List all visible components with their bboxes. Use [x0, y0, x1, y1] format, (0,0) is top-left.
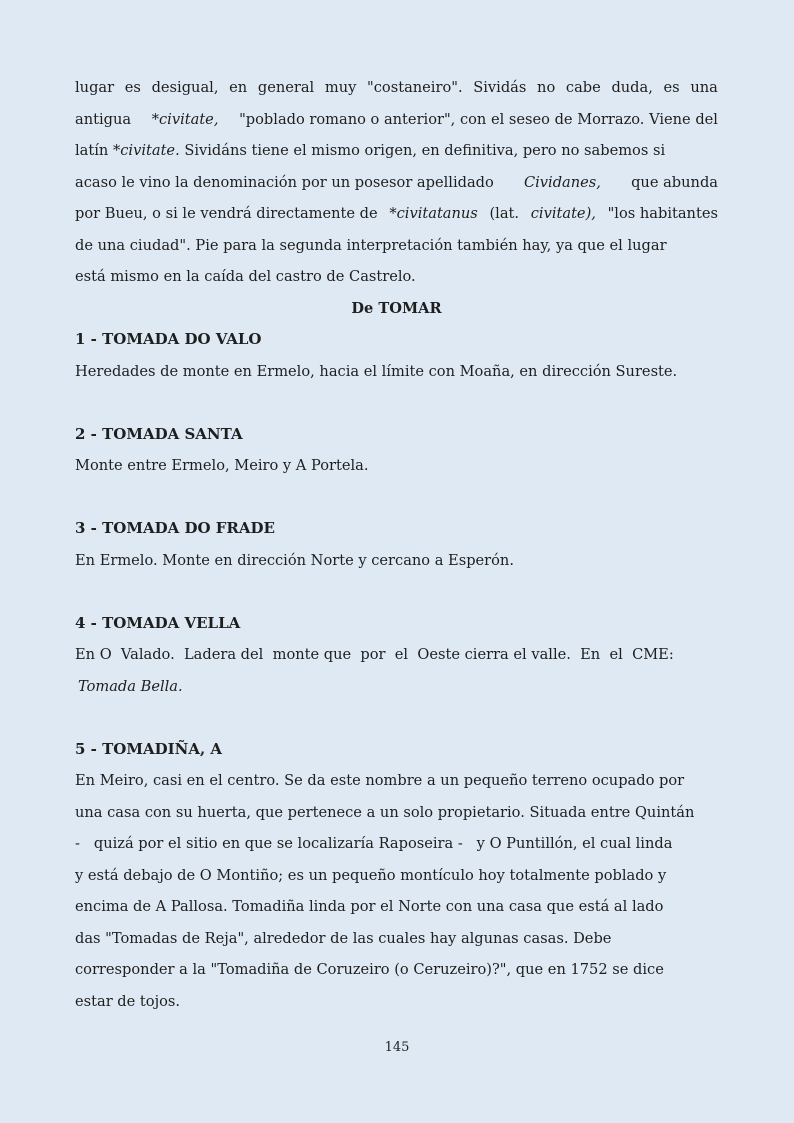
- text-run: antigua: [75, 110, 132, 128]
- word: muy: [324, 79, 357, 96]
- word: en: [229, 79, 248, 96]
- entry-heading: 4 - TOMADA VELLA: [75, 613, 241, 632]
- text-run: "poblado romano o anterior", con el seseo de Morrazo. Viene del: [239, 110, 718, 128]
- text-run: "los habitantes: [607, 205, 718, 222]
- intro-line-3: [75, 135, 718, 167]
- word: es: [124, 79, 141, 96]
- entry-text: y está debajo de O Montiño; es un pequeño montículo hoy totalmente poblado y: [75, 866, 667, 884]
- text-run: (lat.: [489, 205, 520, 222]
- italic-term: civitate),: [530, 205, 596, 222]
- entry-text: das "Tomadas de Reja", alrededor de las cuales hay algunas casas. Debe: [75, 929, 612, 947]
- word: "costaneiro".: [367, 79, 463, 96]
- entry-heading: 2 - TOMADA SANTA: [75, 424, 243, 443]
- entry-text: Heredades de monte en Ermelo, hacia el límite con Moaña, en dirección Sureste.: [75, 362, 678, 380]
- entry-text: corresponder a la "Tomadiña de Coruzeiro (o Ceruzeiro)?", que en 1752 se dice: [75, 961, 664, 978]
- text-run: por Bueu, o si le vendrá directamente de: [75, 205, 378, 222]
- section-title: De TOMAR: [351, 299, 442, 317]
- italic-term: *civitate.: [112, 142, 180, 159]
- entry-text: En Meiro, casi en el centro. Se da este nombre a un pequeño terreno ocupado por: [75, 772, 685, 789]
- entry-text-italic: Tomada Bella.: [78, 677, 183, 695]
- page-number: 145: [384, 1040, 410, 1055]
- word: es: [663, 79, 680, 96]
- entry-text: Monte entre Ermelo, Meiro y A Portela.: [75, 457, 369, 474]
- entry-text: estar de tojos.: [75, 992, 181, 1010]
- entry-text: una casa con su huerta, que pertenece a un solo propietario. Situada entre Quintán: [75, 803, 695, 821]
- italic-term: *civitatanus: [389, 205, 478, 222]
- intro-line-1: [75, 72, 718, 104]
- intro-line-6: de una ciudad". Pie para la segunda interpretación también hay, ya que el lugar: [75, 236, 667, 254]
- italic-term: *civitate,: [151, 110, 219, 128]
- intro-line-5: [75, 198, 718, 230]
- entry-text: encima de A Pallosa. Tomadiña linda por el Norte con una casa que está al lado: [75, 898, 664, 915]
- entry-text: En O Valado. Ladera del monte que por el Oeste cierra el valle. En el CME:: [75, 646, 674, 663]
- word: cabe: [565, 79, 601, 96]
- entry-text: En Ermelo. Monte en dirección Norte y cercano a Esperón.: [75, 551, 514, 569]
- document-page: [75, 72, 718, 1017]
- intro-line-7: está mismo en la caída del castro de Castrelo.: [75, 268, 416, 285]
- word: lugar: [75, 79, 115, 96]
- entry-text: - quizá por el sitio en que se localizaría Raposeira - y O Puntillón, el cual linda: [75, 835, 673, 852]
- intro-line-2: [75, 104, 718, 136]
- word: general: [257, 79, 315, 96]
- text-run: acaso le vino la denominación por un posesor apellidado: [75, 173, 494, 191]
- text-run: que abunda: [631, 173, 718, 191]
- intro-line-4: [75, 167, 718, 199]
- entry-heading: 1 - TOMADA DO VALO: [75, 330, 262, 348]
- word: una: [690, 79, 718, 96]
- word: desigual,: [151, 79, 219, 96]
- entry-heading: 5 - TOMADIÑA, A: [75, 739, 223, 758]
- word: no: [537, 79, 556, 96]
- word: duda,: [611, 79, 653, 96]
- entry-heading: 3 - TOMADA DO FRADE: [75, 519, 275, 537]
- word: Sividás: [473, 79, 527, 96]
- italic-term: Cividanes,: [523, 173, 601, 191]
- text-run: Sividáns tiene el mismo origen, en definitiva, pero no sabemos si: [179, 142, 666, 159]
- text-run: latín: [75, 142, 113, 159]
